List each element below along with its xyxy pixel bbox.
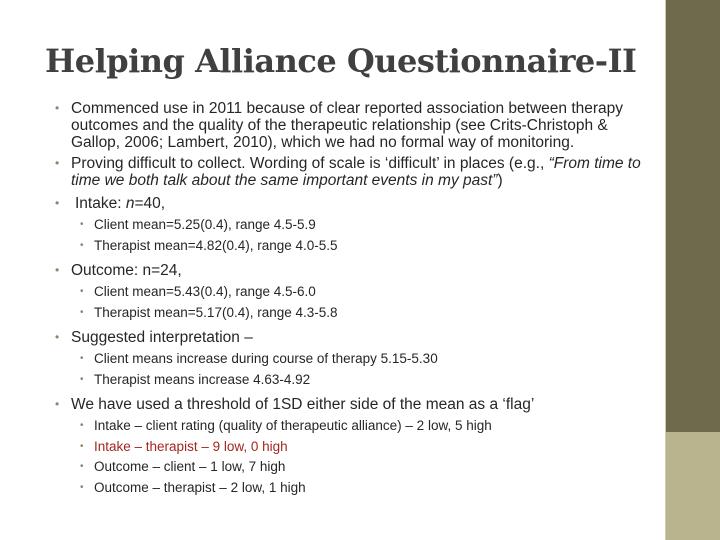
bullet-icon: • (55, 156, 60, 170)
n-value: =40, (134, 195, 166, 212)
sub-bullet-text: Client mean=5.25(0.4), range 4.5-5.9 (94, 217, 316, 232)
sub-bullet-text: Therapist mean=4.82(0.4), range 4.0-5.5 (94, 237, 338, 253)
bullet-text: Suggested interpretation – (71, 329, 253, 346)
sub-bullet-icon: • (80, 440, 84, 452)
list-item (50, 478, 645, 499)
bullet-icon: • (55, 101, 60, 115)
bullet-icon: • (55, 330, 60, 344)
sub-bullet-icon: • (80, 239, 84, 251)
bullet-icon: • (55, 263, 60, 277)
slide-body (50, 96, 645, 504)
bullet-text: We have used a threshold of 1SD either side of the mean as a ‘flag’ (71, 396, 535, 413)
sub-bullet-text: Intake – therapist – 9 low, 0 high (94, 438, 288, 454)
intake-subitems (50, 215, 645, 256)
slide-title: Helping Alliance Questionnaire-II (45, 42, 637, 80)
bullet-label: Intake: (75, 195, 122, 212)
threshold-subitems (50, 416, 645, 498)
n-label: n (125, 195, 135, 212)
bullet-commenced (50, 100, 645, 151)
bullet-text: Outcome: n=24, (71, 262, 182, 279)
bullet-proving (50, 155, 645, 189)
list-item (50, 416, 645, 437)
list-item-highlighted (50, 437, 645, 458)
bullet-icon: • (55, 196, 60, 210)
sub-bullet-icon: • (80, 306, 84, 318)
bullet-outcome (50, 262, 645, 279)
quote-text: “From time to time we both talk about the same important events in my past” (71, 155, 641, 189)
sub-bullet-icon: • (80, 353, 84, 364)
quote-close: ) (497, 172, 503, 189)
outcome-subitems (50, 282, 645, 323)
interpretation-subitems (50, 349, 645, 390)
list-item (50, 349, 645, 370)
sub-bullet-text: Client means increase during course of therapy 5.15-5.30 (94, 351, 438, 366)
sub-bullet-icon: • (80, 420, 84, 431)
sub-bullet-icon: • (80, 373, 84, 385)
bullet-icon: • (55, 397, 60, 411)
list-item (50, 370, 645, 391)
sub-bullet-icon: • (80, 461, 84, 472)
list-item (50, 303, 645, 324)
bullet-threshold (50, 396, 645, 413)
list-item (50, 457, 645, 478)
sub-bullet-text: Client mean=5.43(0.4), range 4.5-6.0 (94, 284, 316, 299)
sub-bullet-text: Therapist means increase 4.63-4.92 (94, 371, 311, 387)
list-item (50, 236, 645, 257)
bullet-intake (50, 195, 645, 212)
list-item (50, 215, 645, 236)
bullet-text: Proving difficult to collect. Wording of scale is ‘difficult’ in places (e.g., (71, 155, 545, 172)
sub-bullet-icon: • (80, 481, 84, 493)
sub-bullet-text: Outcome – therapist – 2 low, 1 high (94, 479, 306, 495)
sub-bullet-text: Therapist mean=5.17(0.4), range 4.3-5.8 (94, 304, 338, 320)
sub-bullet-icon: • (80, 219, 84, 230)
sub-bullet-icon: • (80, 286, 84, 297)
bullet-interpretation (50, 329, 645, 346)
sub-bullet-text: Intake – client rating (quality of therapeutic alliance) – 2 low, 5 high (94, 418, 492, 433)
list-item (50, 282, 645, 303)
sub-bullet-text: Outcome – client – 1 low, 7 high (94, 459, 286, 474)
side-accent-block (666, 432, 720, 540)
bullet-text: Commenced use in 2011 because of clear reported association between therapy outcomes and the quality of the therapeutic relationship (see Crits-Christoph & Gallop, 2006; Lambert, 2010), which we had no formal way of monitoring. (71, 100, 624, 151)
